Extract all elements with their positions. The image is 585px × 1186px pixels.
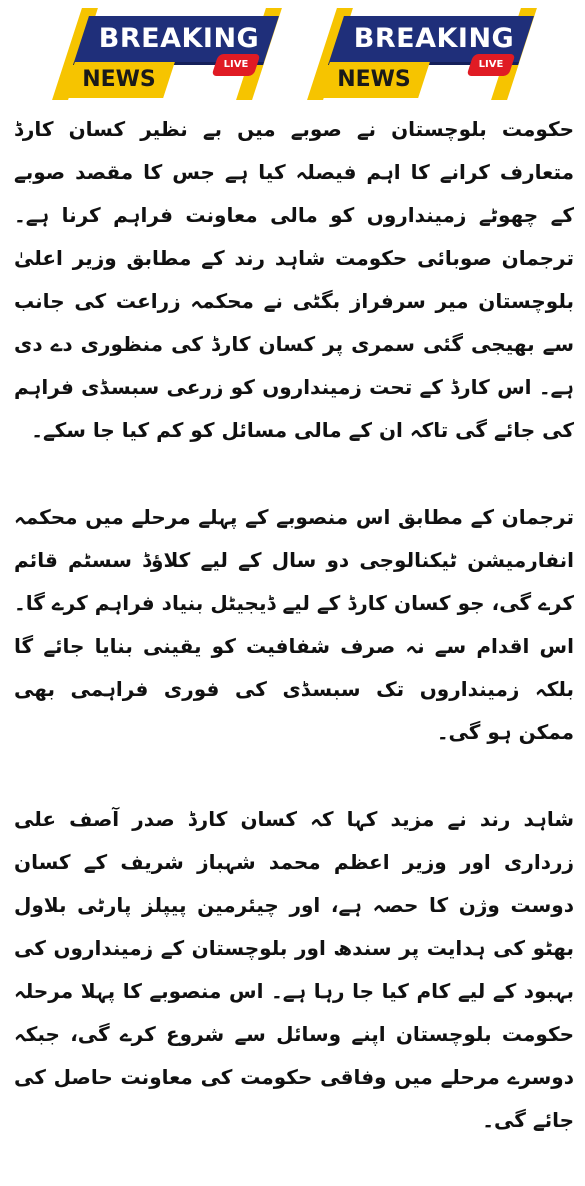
live-label: LIVE <box>478 59 504 70</box>
news-label: NEWS <box>82 67 156 92</box>
breaking-label: BREAKING <box>98 23 260 54</box>
article-paragraph: حکومت بلوچستان نے صوبے میں بے نظیر کسان کارڈ متعارف کرانے کا اہم فیصلہ کیا ہے جس کا مقصد صوبے کے چھوٹے زمینداروں کو مالی معاونت فراہم کرنا ہے۔ ترجمان صوبائی حکومت شاہد رند کے مطابق وزیر اعلیٰ بلوچستان میر سرفراز بگٹی نے محکمہ زراعت کی جانب سے بھیجی گئی سمری پر کسان کارڈ کی منظوری دے دی ہے۔ اس کارڈ کے تحت زمینداروں کو زرعی سبسڈی فراہم کی جائے گی تاکہ ان کے مالی مسائل کو کم کیا جا سکے۔ <box>14 117 574 442</box>
article-paragraph: ترجمان کے مطابق اس منصوبے کے پہلے مرحلے میں محکمہ انفارمیشن ٹیکنالوجی دو سال کے لیے کلاؤڈ سسٹم قائم کرے گی، جو کسان کارڈ کے لیے ڈیجیٹل بنیاد فراہم کرے گا۔ اس اقدام سے نہ صرف شفافیت کو یقینی بنایا جائے گا بلکہ زمینداروں تک سبسڈی کی فوری فراہمی بھی ممکن ہو گی۔ <box>14 505 574 744</box>
breaking-label: BREAKING <box>353 23 515 54</box>
breaking-news-banner <box>55 4 275 104</box>
live-label: LIVE <box>223 59 249 70</box>
article-body <box>14 108 574 1186</box>
news-label: NEWS <box>337 67 411 92</box>
header-banners <box>0 0 585 110</box>
article-paragraph: شاہد رند نے مزید کہا کہ کسان کارڈ صدر آصف علی زرداری اور وزیر اعظم محمد شہباز شریف کے کسان دوست وژن کا حصہ ہے، اور چیئرمین پیپلز پارٹی بلاول بھٹو کی ہدایت پر سندھ اور بلوچستان کے زمینداروں کی بہبود کے لیے کام کیا جا رہا ہے۔ اس منصوبے کا پہلا مرحلہ حکومت بلوچستان اپنے وسائل سے شروع کرے گی، جبکہ دوسرے مرحلے میں وفاقی حکومت کی معاونت حاصل کی جائے گی۔ <box>14 807 574 1132</box>
breaking-news-banner <box>310 4 530 104</box>
